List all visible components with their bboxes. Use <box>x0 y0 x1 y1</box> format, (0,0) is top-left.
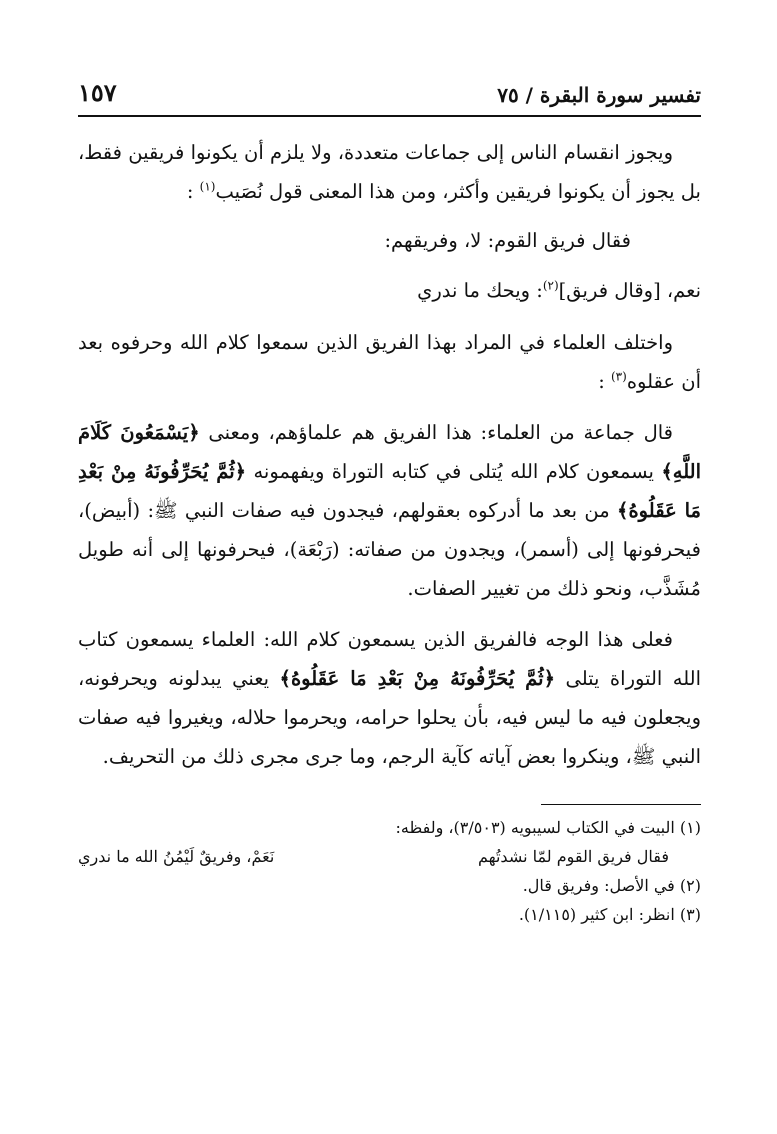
paragraph-3-c: من بعد ما أدركوه بعقولهم، فيجدون فيه صفات النبي ﷺ: (أبيض)، فيحرفونها إلى (أسمر)، ويجدون من صفاته: (رَبْعَة)، فيحرفونها إلى أنه طويل مُشَذَّب، ونحو ذلك من تغيير الصفات. <box>78 499 701 600</box>
paragraph-4-a: فعلى هذا الوجه فالفريق الذين يسمعون كلام الله: العلماء يسمعون كتاب الله التوراة يتلى <box>78 628 702 690</box>
footnote-ref-2: (٢) <box>542 278 559 293</box>
paragraph-3-b: يسمعون كلام الله يُتلى في كتابه التوراة ويفهمونه <box>253 460 654 483</box>
paragraph-4 <box>78 620 701 776</box>
body-text <box>78 133 701 776</box>
footnote-1-verse-a: فقال فريق القوم لمّا نشدتُهم <box>477 847 669 866</box>
paragraph-3-a: قال جماعة من العلماء: هذا الفريق هم علماؤهم، ومعنى <box>208 421 673 444</box>
page-header <box>78 78 701 117</box>
footnote-1-verse-b: نَعَمْ، وفريقٌ لَيْمُنُ الله ما ندري <box>78 847 275 866</box>
footnote-2: (٢) في الأصل: وفريق قال. <box>522 876 701 895</box>
footnote-ref-1: (١) <box>199 179 216 194</box>
footnote-1-verse <box>78 842 701 871</box>
running-title: تفسير سورة البقرة / ٧٥ <box>497 83 701 107</box>
paragraph-4-b: يعني يبدلونه ويحرفونه، ويجعلون فيه ما ليس فيه، بأن يحلوا حرامه، ويحرموا حلاله، ويغيروا فيه صفات النبي ﷺ، وينكروا بعض آياته كآية الرجم، وما جرى مجرى ذلك من التحريف. <box>78 667 701 768</box>
quran-quote-3: ﴿ثُمَّ يُحَرِّفُونَهُ مِنْ بَعْدِ مَا عَقَلُوهُ﴾ <box>279 667 556 690</box>
paragraph-1-text: ويجوز انقسام الناس إلى جماعات متعددة، ولا يلزم أن يكونوا فريقين فقط، بل يجوز أن يكونوا فريقين وأكثر، ومن هذا المعنى قول نُصَيب <box>78 141 701 203</box>
footnote-1: (١) البيت في الكتاب لسيبويه (٣/٥٠٣)، ولفظه: <box>395 818 701 837</box>
poetry-line-2-a: نعم، [وقال فريق] <box>558 279 701 302</box>
footnote-3: (٣) انظر: ابن كثير (١/١١٥). <box>518 905 701 924</box>
quran-quote-2: ﴿ثُمَّ يُحَرِّفُونَهُ مِنْ بَعْدِ مَا عَقَلُوهُ﴾ <box>78 460 701 522</box>
paragraph-2-text: واختلف العلماء في المراد بهذا الفريق الذين سمعوا كلام الله وحرفوه بعد أن عقلوه <box>78 331 701 393</box>
footnote-separator <box>541 804 701 805</box>
paragraph-1 <box>78 133 701 211</box>
paragraph-1-colon: : <box>186 180 194 203</box>
poetry-line-2 <box>78 271 701 311</box>
poetry-line-2-b: : ويحك ما ندري <box>417 279 543 302</box>
page-number: ١٥٧ <box>78 78 117 107</box>
poetry-line-1: فقال فريق القوم: لا، وفريقهم: <box>384 229 631 252</box>
quran-quote-1: ﴿يَسْمَعُونَ كَلَامَ اللَّهِ﴾ <box>78 421 702 483</box>
footnote-ref-3: (٣) <box>610 369 627 384</box>
paragraph-2 <box>78 323 701 401</box>
page <box>78 78 701 929</box>
paragraph-3 <box>78 413 701 608</box>
paragraph-2-colon: : <box>598 370 605 393</box>
footnotes <box>78 813 701 929</box>
